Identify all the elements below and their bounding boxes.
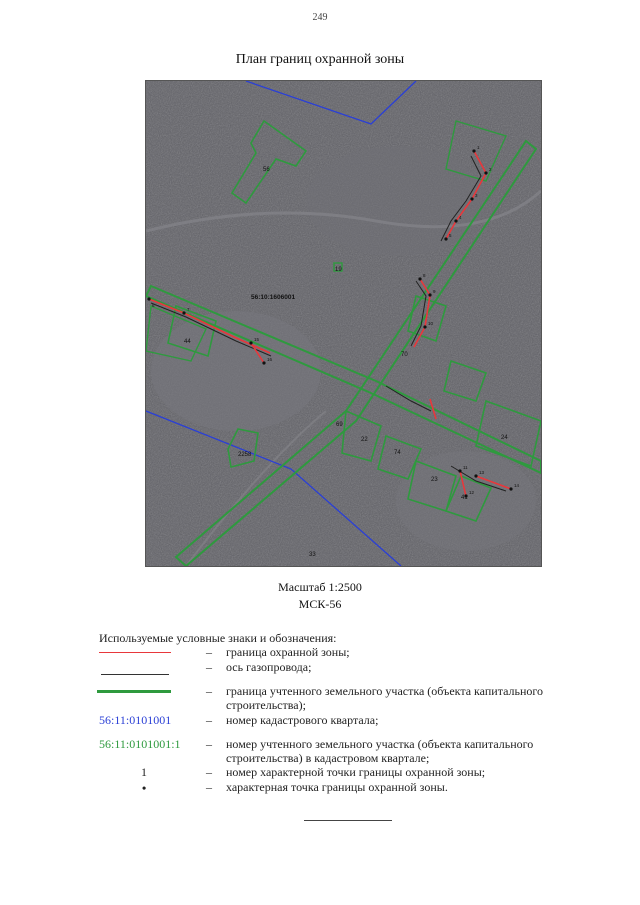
legend-dash: –	[206, 713, 212, 727]
parcel-label: 70	[401, 352, 408, 358]
legend-dash: –	[206, 660, 212, 674]
parcel-label: 19	[335, 267, 342, 273]
point-label: 15	[254, 337, 260, 342]
parcel-label: 69	[336, 422, 343, 428]
point-label: 10	[428, 321, 434, 326]
field-area	[306, 146, 486, 256]
map-frame[interactable]	[145, 80, 542, 567]
legend-dash: –	[206, 737, 212, 751]
point-label: 14	[514, 483, 520, 488]
legend-sample-point-marker: •	[142, 781, 147, 795]
map-image[interactable]	[146, 81, 541, 566]
boundary-point	[249, 341, 252, 344]
legend-text-quarter-number: номер кадастрового квартала;	[226, 713, 379, 727]
boundary-point	[474, 474, 477, 477]
boundary-point	[484, 171, 487, 174]
legend-sample-point-number: 1	[141, 765, 147, 779]
legend-swatch-gas-pipeline	[101, 674, 169, 675]
point-label: 5	[449, 233, 452, 238]
coordinate-system: МСК-56	[298, 597, 342, 611]
parcel-label: 24	[501, 435, 508, 441]
point-label: 8	[423, 273, 426, 278]
point-label: 4	[459, 215, 462, 220]
legend-text-point-marker: характерная точка границы охранной зоны.	[226, 780, 448, 794]
boundary-point	[428, 293, 431, 296]
parcel-label: 23	[431, 477, 438, 483]
legend-text-parcel-number: номер учтенного земельного участка (объекта капитального строительства) в кадастровом квартале;	[226, 737, 534, 765]
legend-dash: –	[206, 684, 212, 698]
boundary-point	[454, 219, 457, 222]
parcel-label: 22	[361, 437, 368, 443]
parcel-label: 41	[461, 495, 468, 501]
parcel-label: 74	[394, 450, 401, 456]
legend-heading: Используемые условные знаки и обозначения:	[99, 631, 337, 645]
boundary-point	[444, 237, 447, 240]
footer-rule	[304, 820, 392, 821]
point-label: 16	[267, 357, 273, 362]
point-label: 1	[477, 145, 480, 150]
boundary-point	[418, 277, 421, 280]
legend-dash: –	[206, 765, 212, 779]
legend-text-gas-pipeline: ось газопровода;	[226, 660, 312, 674]
legend-text-point-number: номер характерной точки границы охранной зоны;	[226, 765, 486, 779]
boundary-point	[470, 197, 473, 200]
map-title: План границ охранной зоны	[235, 52, 405, 67]
legend-text-parcel-border: граница учтенного земельного участка (объекта капитального строительства);	[226, 684, 544, 712]
field-area	[151, 311, 321, 431]
parcel-label: 2258	[238, 452, 252, 458]
boundary-point	[262, 361, 265, 364]
point-label: 9	[433, 289, 436, 294]
boundary-point	[182, 311, 185, 314]
parcel-label: 33	[309, 552, 316, 558]
map-scale: Масштаб 1:2500	[278, 580, 362, 594]
quarter-label: 56:10:1606001	[251, 294, 296, 301]
legend-dash: –	[206, 780, 212, 794]
point-label: 3	[475, 193, 478, 198]
point-label: 6	[152, 303, 155, 308]
point-label: 11	[463, 465, 468, 470]
boundary-point	[423, 325, 426, 328]
boundary-point	[472, 149, 475, 152]
point-label: 7	[187, 307, 190, 312]
point-label: 13	[479, 470, 485, 475]
page-number: 249	[312, 12, 328, 23]
legend-swatch-parcel-border	[97, 690, 171, 693]
legend-swatch-protected-zone	[99, 652, 171, 653]
boundary-point	[509, 487, 512, 490]
boundary-point	[458, 469, 461, 472]
legend-sample-quarter-number: 56:11:0101001	[99, 713, 172, 727]
legend-text-protected-zone: граница охранной зоны;	[226, 645, 350, 659]
parcel-label: 56	[263, 167, 270, 173]
legend-dash: –	[206, 645, 212, 659]
point-label: 2	[489, 167, 492, 172]
boundary-point	[147, 297, 150, 300]
point-label: 12	[469, 490, 475, 495]
legend-sample-parcel-number: 56:11:0101001:1	[99, 737, 181, 751]
parcel-label: 44	[184, 339, 191, 345]
